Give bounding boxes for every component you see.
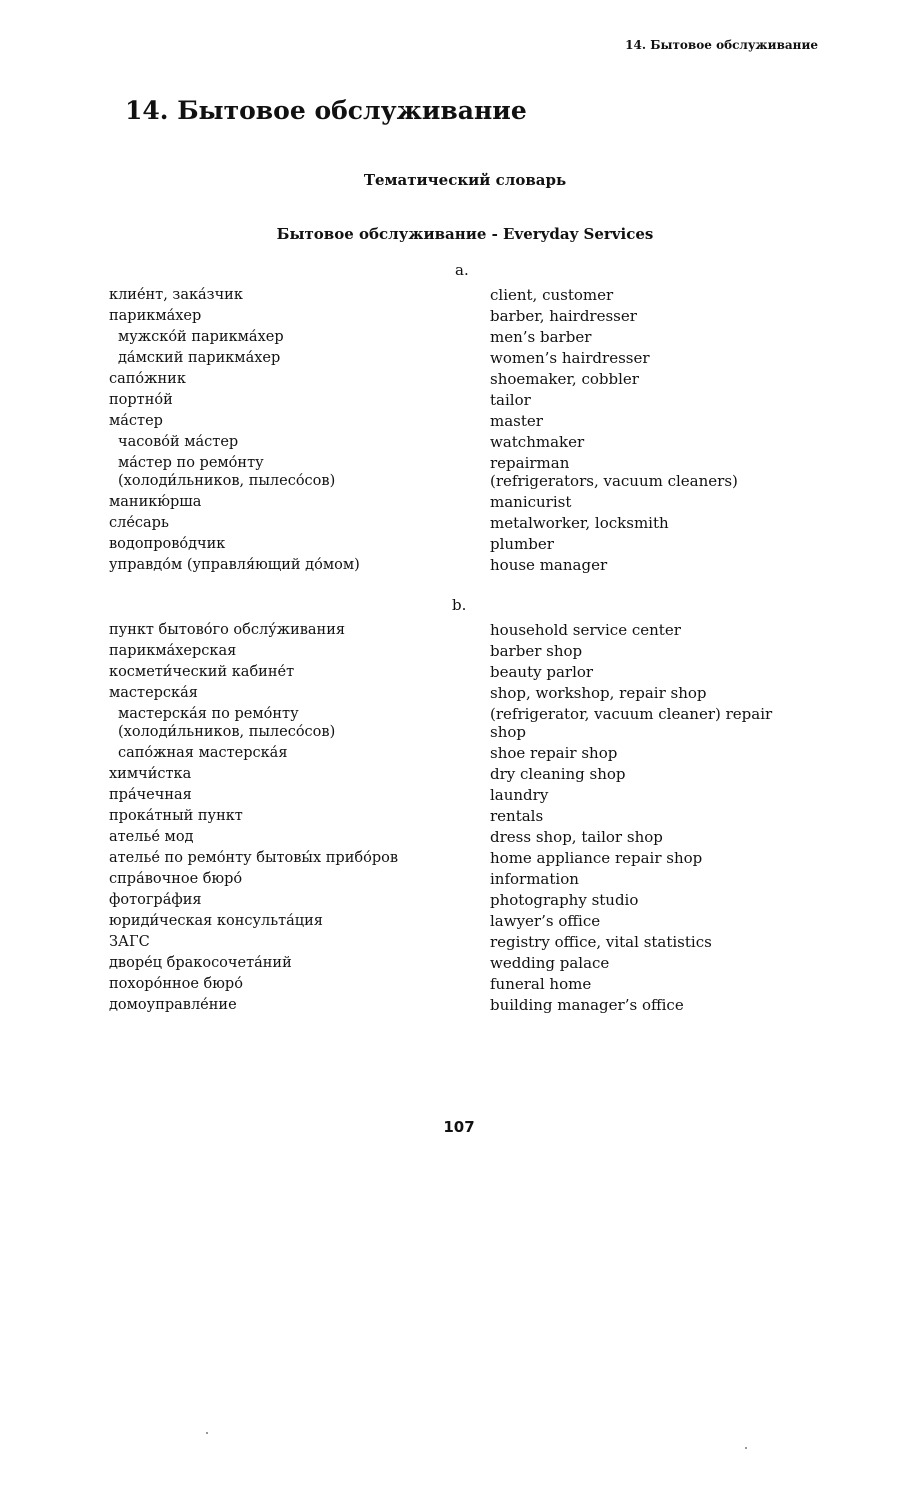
english-term: building manager’s office (490, 996, 684, 1014)
chapter-title: 14. Бытовое обслуживание (125, 96, 527, 125)
part-a-label: a. (455, 261, 469, 279)
english-term: shoe repair shop (490, 744, 618, 762)
english-term: home appliance repair shop (490, 849, 703, 867)
list-item (0, 288, 918, 309)
running-head: 14. Бытовое обслуживание (625, 38, 818, 52)
page-number: 107 (443, 1118, 475, 1136)
part-b-label: b. (452, 596, 467, 614)
russian-term: ателье́ по ремо́нту бытовы́х прибо́ров (109, 850, 399, 866)
list-item (0, 872, 918, 893)
list-item (0, 644, 918, 665)
vocabulary-heading: Тематический словарь (363, 171, 567, 189)
russian-term: сапо́жник (109, 371, 186, 387)
english-term: client, customer (490, 286, 614, 304)
list-item (0, 686, 918, 707)
scan-speck (745, 1447, 747, 1449)
russian-term: сле́сарь (109, 515, 169, 531)
list-item (0, 537, 918, 558)
english-term: wedding palace (490, 954, 610, 972)
russian-term: (холоди́льников, пылесо́сов) (118, 473, 336, 489)
russian-term: мужско́й парикма́хер (118, 329, 284, 345)
list-item (0, 665, 918, 686)
english-term: shop (490, 723, 526, 741)
list-item (0, 893, 918, 914)
english-term: house manager (490, 556, 608, 574)
russian-term: спра́вочное бюро́ (109, 871, 243, 887)
english-term: tailor (490, 391, 531, 409)
english-term: laundry (490, 786, 549, 804)
russian-term: ЗАГС (109, 934, 150, 950)
english-term: women’s hairdresser (490, 349, 650, 367)
english-term: shoemaker, cobbler (490, 370, 639, 388)
list-item (0, 830, 918, 851)
russian-term: дворе́ц бракосочета́ний (109, 955, 292, 971)
english-term: dress shop, tailor shop (490, 828, 663, 846)
russian-term: юриди́ческая консульта́ция (109, 913, 323, 929)
english-term: lawyer’s office (490, 912, 601, 930)
russian-term: парикма́херская (109, 643, 237, 659)
english-term: barber, hairdresser (490, 307, 637, 325)
list-item (0, 707, 918, 725)
english-term: information (490, 870, 579, 888)
list-item (0, 372, 918, 393)
russian-term: ма́стер по ремо́нту (118, 455, 264, 471)
list-item (0, 914, 918, 935)
english-term: rentals (490, 807, 544, 825)
russian-term: (холоди́льников, пылесо́сов) (118, 724, 336, 740)
english-term: watchmaker (490, 433, 585, 451)
russian-term: ма́стер (109, 413, 163, 429)
russian-term: пункт бытово́го обслу́живания (109, 622, 346, 638)
list-item (0, 309, 918, 330)
russian-term: парикма́хер (109, 308, 202, 324)
russian-term: клие́нт, зака́зчик (109, 287, 243, 303)
english-term: photography studio (490, 891, 639, 909)
scan-speck (206, 1432, 208, 1434)
russian-term: мастерска́я (109, 685, 198, 701)
russian-term: похоро́нное бюро́ (109, 976, 243, 992)
russian-term: пра́чечная (109, 787, 192, 803)
russian-term: ателье́ мод (109, 829, 194, 845)
english-term: (refrigerators, vacuum cleaners) (490, 472, 738, 490)
list-item (0, 474, 918, 495)
list-item (0, 456, 918, 474)
list-item (0, 623, 918, 644)
english-term: dry cleaning shop (490, 765, 626, 783)
english-term: beauty parlor (490, 663, 594, 681)
list-item (0, 414, 918, 435)
russian-term: химчи́стка (109, 766, 192, 782)
list-item (0, 725, 918, 746)
english-term: registry office, vital statistics (490, 933, 712, 951)
russian-term: портно́й (109, 392, 173, 408)
russian-term: маникю́рша (109, 494, 202, 510)
russian-term: да́мский парикма́хер (118, 350, 281, 366)
list-item (0, 956, 918, 977)
list-item (0, 393, 918, 414)
english-term: barber shop (490, 642, 583, 660)
english-term: (refrigerator, vacuum cleaner) repair (490, 705, 773, 723)
english-term: master (490, 412, 543, 430)
list-item (0, 788, 918, 809)
list-item (0, 351, 918, 372)
russian-term: мастерска́я по ремо́нту (118, 706, 299, 722)
russian-term: прока́тный пункт (109, 808, 243, 824)
vocab-list-a (0, 288, 918, 579)
list-item (0, 330, 918, 351)
english-term: funeral home (490, 975, 592, 993)
english-term: shop, workshop, repair shop (490, 684, 707, 702)
russian-term: сапо́жная мастерска́я (118, 745, 288, 761)
english-term: plumber (490, 535, 554, 553)
list-item (0, 516, 918, 537)
section-heading: Бытовое обслуживание - Everyday Services (276, 225, 654, 243)
list-item (0, 435, 918, 456)
russian-term: управдо́м (управля́ющий до́мом) (109, 557, 360, 573)
list-item (0, 935, 918, 956)
russian-term: часово́й ма́стер (118, 434, 239, 450)
list-item (0, 809, 918, 830)
list-item (0, 851, 918, 872)
list-item (0, 558, 918, 579)
list-item (0, 998, 918, 1019)
russian-term: водопрово́дчик (109, 536, 226, 552)
list-item (0, 977, 918, 998)
english-term: men’s barber (490, 328, 592, 346)
list-item (0, 746, 918, 767)
russian-term: домоуправле́ние (109, 997, 237, 1013)
english-term: manicurist (490, 493, 572, 511)
russian-term: фотогра́фия (109, 892, 202, 908)
list-item (0, 495, 918, 516)
english-term: household service center (490, 621, 681, 639)
russian-term: космети́ческий кабине́т (109, 664, 295, 680)
list-item (0, 767, 918, 788)
english-term: repairman (490, 454, 570, 472)
english-term: metalworker, locksmith (490, 514, 669, 532)
vocab-list-b (0, 623, 918, 1019)
